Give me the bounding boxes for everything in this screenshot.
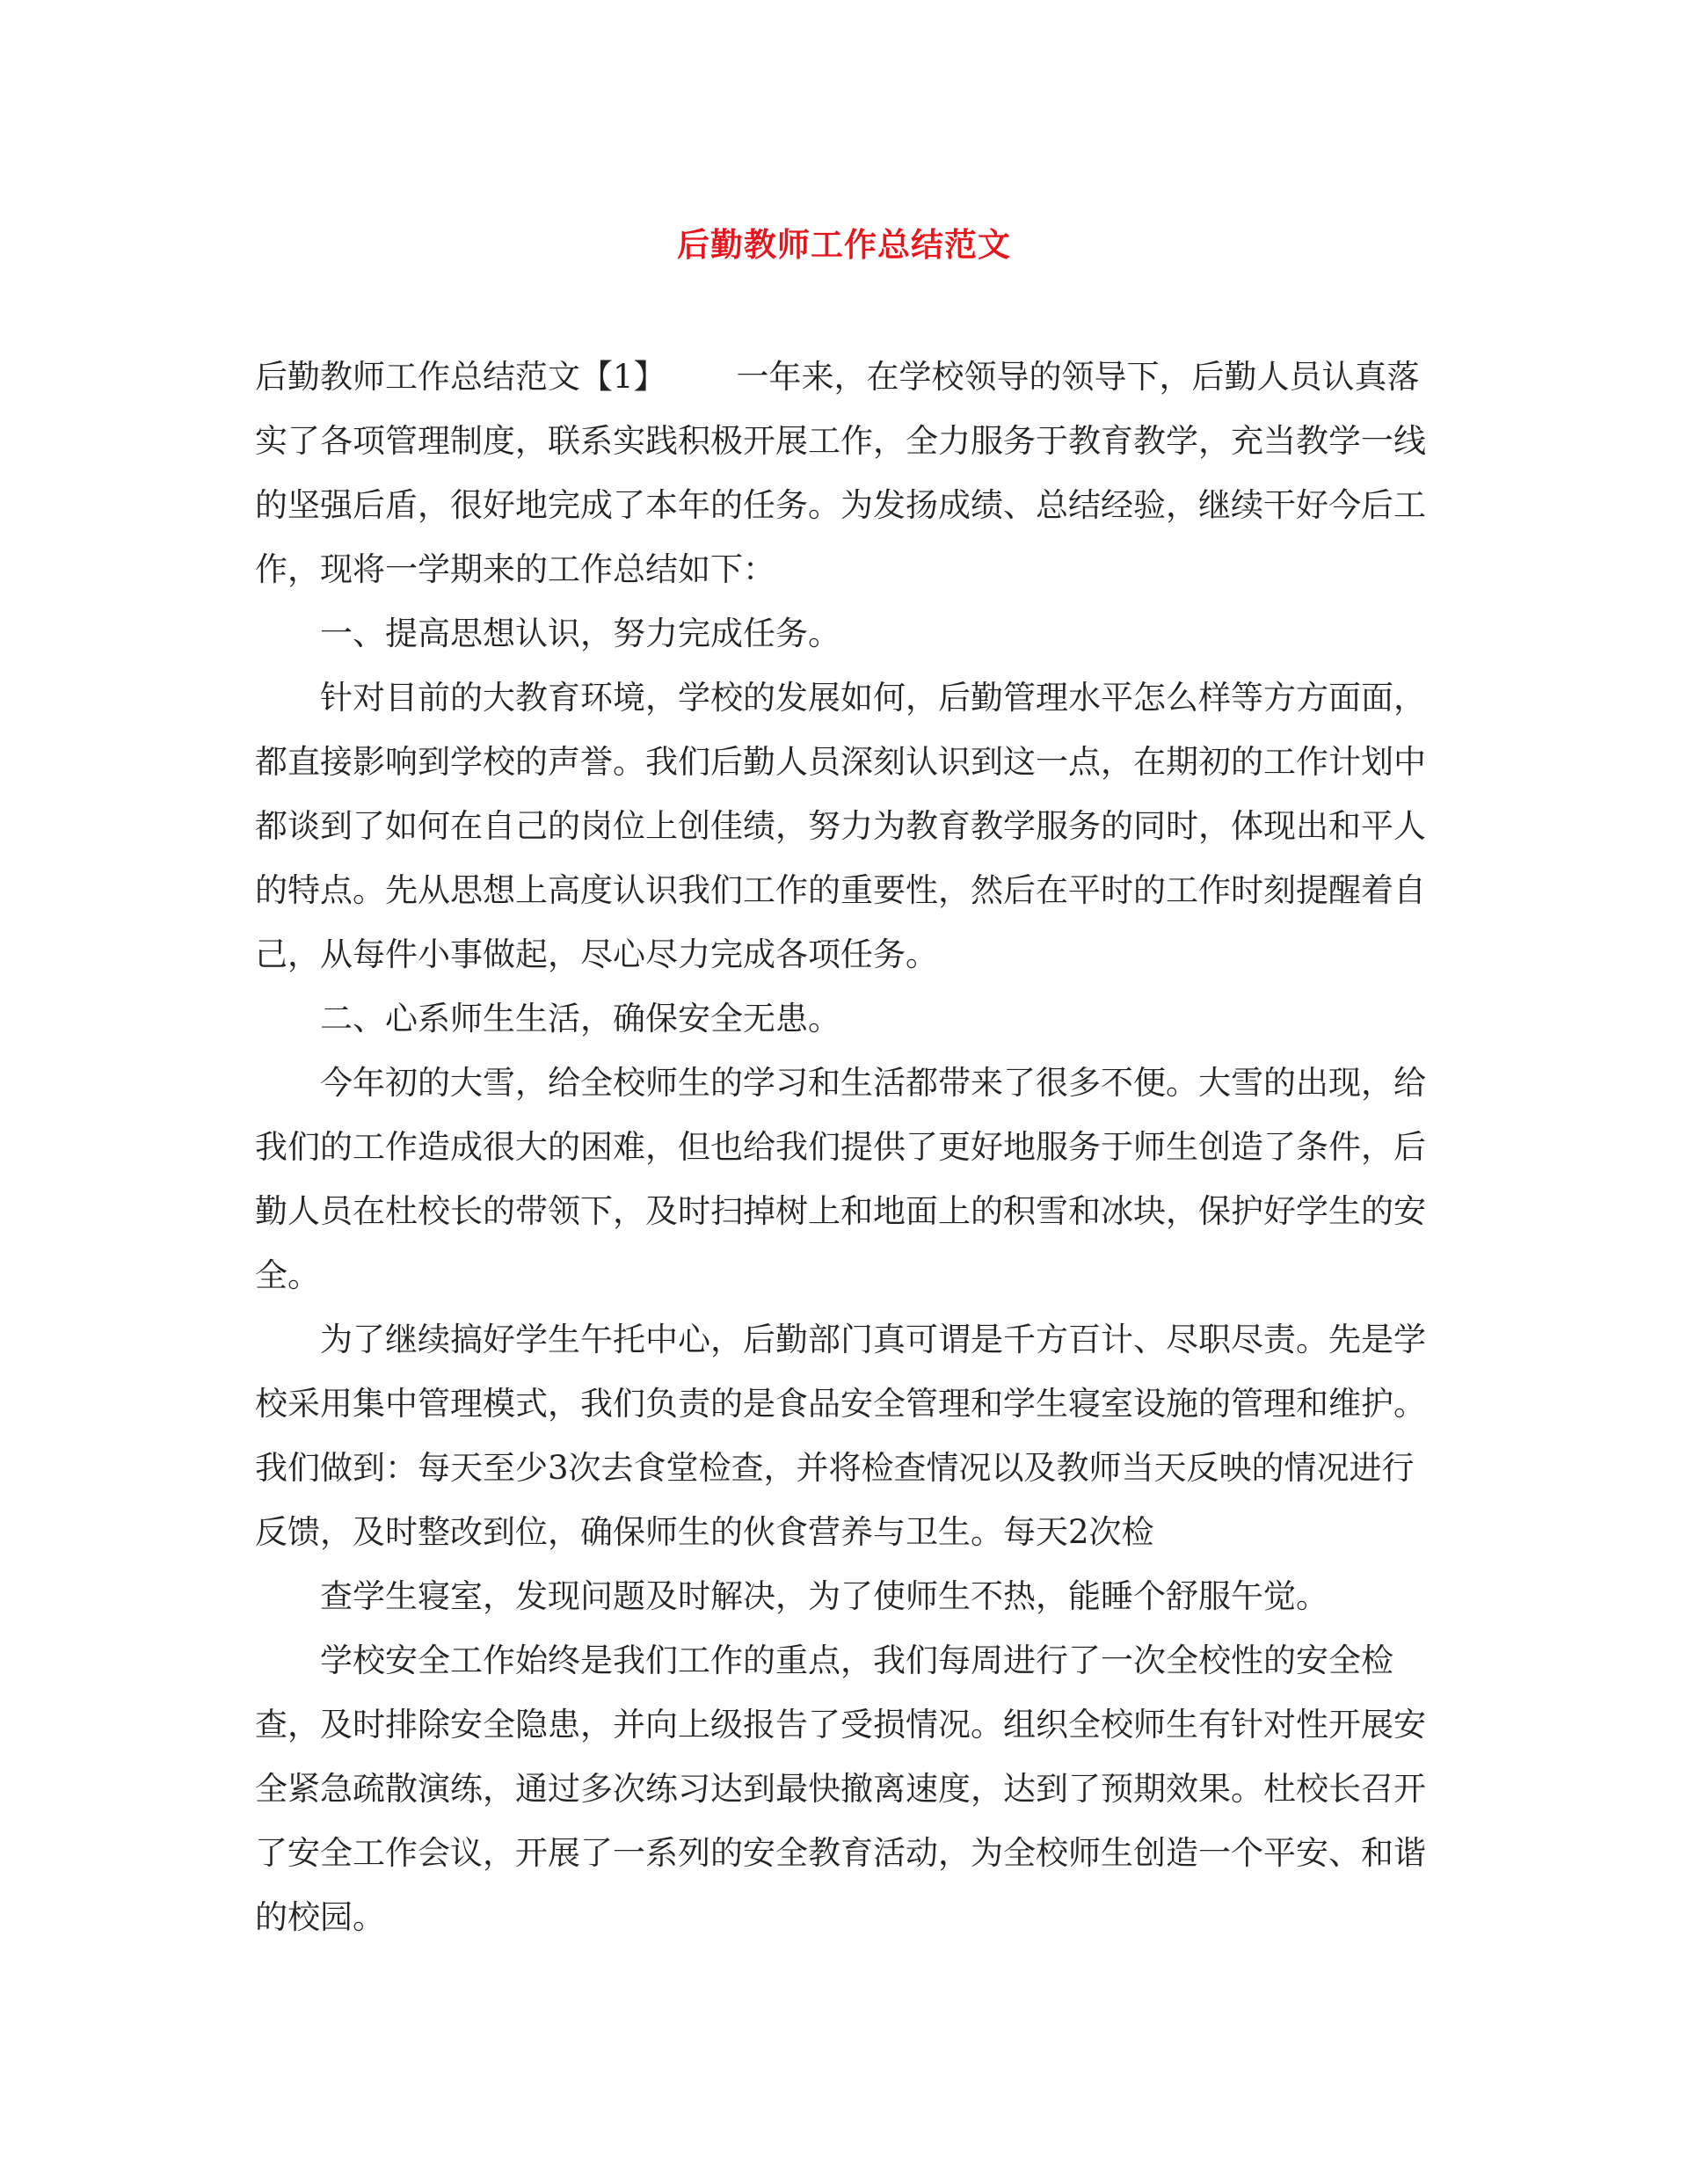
- section-heading: 一、提高思想认识，努力完成任务。: [320, 615, 840, 652]
- paragraph: 学校安全工作始终是我们工作的重点，我们每周进行了一次全校性的安全检查，及时排除安全隐患，并向上级报告了受损情况。组织全校师生有针对性开展安全紧急疏散演练，通过多次练习达到最快撤离速度，达到了预期效果。杜校长召开了安全工作会议，开展了一系列的安全教育活动，为全校师生创造一个平安、和谐的校园。: [255, 1642, 1426, 1936]
- document-body: [255, 345, 1433, 1949]
- intro-paragraph: [255, 345, 1433, 601]
- paragraph: 今年初的大雪，给全校师生的学习和生活都带来了很多不便。大雪的出现，给我们的工作造成很大的困难，但也给我们提供了更好地服务于师生创造了条件，后勤人员在杜校长的带领下，及时扫掉树上和地面上的积雪和冰块，保护好学生的安全。: [255, 1064, 1426, 1294]
- paragraph: 查学生寝室，发现问题及时解决，为了使师生不热，能睡个舒服午觉。: [320, 1577, 1328, 1615]
- document-title: 后勤教师工作总结范文: [677, 225, 1011, 264]
- paragraph-text: 一年来，在学校领导的领导下，后勤人员认真落实了各项管理制度，联系实践积极开展工作，全力服务于教育教学，充当教学一线的坚强后盾，很好地完成了本年的任务。为发扬成绩、总结经验，继续干好今后工作，现将一学期来的工作总结如下：: [255, 358, 1426, 588]
- section-heading: 二、心系师生生活，确保安全无患。: [320, 1000, 840, 1037]
- paragraph: 针对目前的大教育环境，学校的发展如何，后勤管理水平怎么样等方方面面，都直接影响到学校的声誉。我们后勤人员深刻认识到这一点，在期初的工作计划中都谈到了如何在自己的岗位上创佳绩，努力为教育教学服务的同时，体现出和平人的特点。先从思想上高度认识我们工作的重要性，然后在平时的工作时刻提醒着自己，从每件小事做起，尽心尽力完成各项任务。: [255, 679, 1426, 973]
- paragraph: 为了继续搞好学生午托中心，后勤部门真可谓是千方百计、尽职尽责。先是学校采用集中管理模式，我们负责的是食品安全管理和学生寝室设施的管理和维护。我们做到：每天至少3次去食堂检查，并将检查情况以及教师当天反映的情况进行反馈，及时整改到位，确保师生的伙食营养与卫生。每天2次检: [255, 1321, 1426, 1551]
- intro-label: 后勤教师工作总结范文【1】: [255, 358, 666, 396]
